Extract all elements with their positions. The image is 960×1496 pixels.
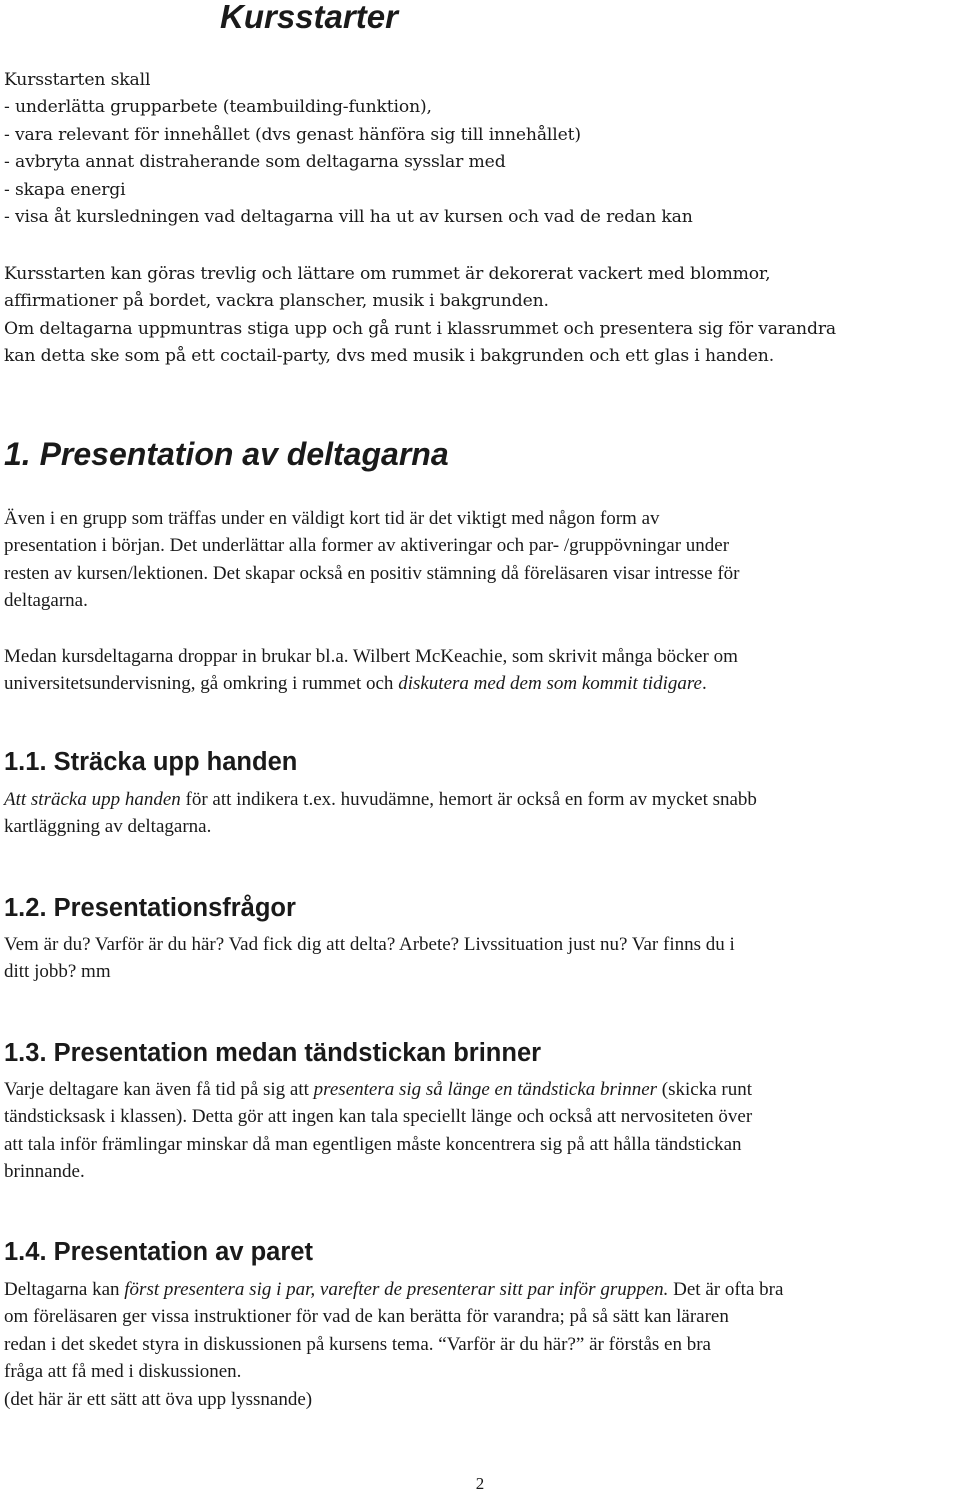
- paragraph-line: kan detta ske som på ett coctail-party, dvs med musik i bakgrunden och ett glas i handen.: [4, 346, 775, 367]
- text-run: .: [701, 673, 707, 695]
- section-1-3-heading: 1.3. Presentation medan tändstickan brinner: [4, 1039, 542, 1067]
- text-run: universitetsundervisning, gå omkring i rummet och: [4, 673, 399, 695]
- paragraph-line: redan i det skedet styra in diskussionen på kursens tema. “Varför är du här?” är förstås en bra: [4, 1333, 711, 1355]
- emphasis-text: presentera sig så länge en tändsticka brinner: [313, 1079, 658, 1100]
- text-run: Deltagarna kan: [4, 1279, 125, 1300]
- paragraph-line: Om deltagarna uppmuntras stiga upp och gå runt i klassrummet och presentera sig för varandra: [4, 318, 836, 339]
- paragraph-line: resten av kursen/lektionen. Det skapar också en positiv stämning då föreläsaren visar intresse för: [4, 562, 740, 584]
- paragraph-line: om föreläsaren ger vissa instruktioner för vad de kan berätta för varandra; på så sätt kan läraren: [4, 1306, 729, 1328]
- section-1-1-heading: 1.1. Sträcka upp handen: [4, 748, 298, 776]
- paragraph-line: fråga att få med i diskussionen.: [4, 1361, 242, 1383]
- page-number: 2: [475, 1474, 485, 1493]
- section-1-4-paragraph: [4, 1276, 956, 1413]
- section-1-2-paragraph: [4, 931, 956, 986]
- paragraph-line: att tala inför främlingar minskar då man egentligen måste koncentrera sig på att hålla tändstickan: [4, 1133, 742, 1155]
- intro-line: - underlätta grupparbete (teambuilding-funktion),: [4, 97, 432, 118]
- section-1-paragraph-2: [4, 643, 956, 698]
- paragraph-line: Medan kursdeltagarna droppar in brukar bl.a. Wilbert McKeachie, som skrivit många böcker om: [4, 646, 738, 667]
- emphasis-text: diskutera med dem som kommit tidigare: [398, 673, 702, 695]
- paragraph-line: ditt jobb? mm: [4, 961, 111, 983]
- paragraph-line: kartläggning av deltagarna.: [4, 816, 212, 838]
- text-run: (skicka runt: [657, 1079, 753, 1100]
- paragraph-line: tändsticksask i klassen). Detta gör att ingen kan tala speciellt länge och också att nervositeten över: [4, 1106, 753, 1128]
- section-1-4-heading: 1.4. Presentation av paret: [4, 1238, 313, 1266]
- text-run: för att indikera t.ex. huvudämne, hemort är också en form av mycket snabb: [180, 789, 757, 810]
- section-1-heading: 1. Presentation av deltagarna: [4, 436, 449, 472]
- paragraph-line: Vem är du? Varför är du här? Vad fick dig att delta? Arbete? Livssituation just nu? Var finns du i: [4, 934, 735, 955]
- intro-line: - visa åt kursledningen vad deltagarna vill ha ut av kursen och vad de redan kan: [4, 207, 693, 228]
- paragraph-line: [4, 1276, 956, 1303]
- intro-line: - skapa energi: [4, 179, 126, 200]
- paragraph-line: deltagarna.: [4, 590, 88, 612]
- intro-list: [4, 67, 956, 231]
- page-title: Kursstarter: [220, 0, 398, 35]
- paragraph-line: brinnande.: [4, 1161, 85, 1183]
- intro-line: - avbryta annat distraherande som deltagarna sysslar med: [4, 152, 506, 173]
- text-run: Det är ofta bra: [668, 1279, 784, 1300]
- intro-paragraph: [4, 261, 956, 371]
- paragraph-line: presentation i början. Det underlättar alla former av aktiveringar och par- /gruppövningar under: [4, 535, 730, 557]
- paragraph-line: affirmationer på bordet, vackra planscher, musik i bakgrunden.: [4, 291, 549, 312]
- intro-line: - vara relevant för innehållet (dvs genast hänföra sig till innehållet): [4, 124, 581, 145]
- emphasis-text: Att sträcka upp handen: [4, 789, 181, 810]
- section-1-3-paragraph: [4, 1076, 956, 1186]
- paragraph-line: [4, 1076, 956, 1103]
- text-run: Varje deltagare kan även få tid på sig att: [4, 1079, 314, 1100]
- paragraph-line: [4, 786, 956, 813]
- paragraph-line: [4, 670, 956, 697]
- paragraph-line: (det här är ett sätt att öva upp lyssnande): [4, 1388, 313, 1410]
- emphasis-text: först presentera sig i par, varefter de presenterar sitt par inför gruppen.: [124, 1279, 669, 1300]
- section-1-1-paragraph: [4, 786, 956, 841]
- paragraph-line: Kursstarten kan göras trevlig och lättare om rummet är dekorerat vackert med blommor,: [4, 264, 771, 284]
- section-1-2-heading: 1.2. Presentationsfrågor: [4, 894, 296, 922]
- section-1-paragraph-1: [4, 505, 956, 615]
- intro-line: Kursstarten skall: [4, 70, 151, 90]
- paragraph-line: Även i en grupp som träffas under en väldigt kort tid är det viktigt med någon form av: [4, 508, 660, 529]
